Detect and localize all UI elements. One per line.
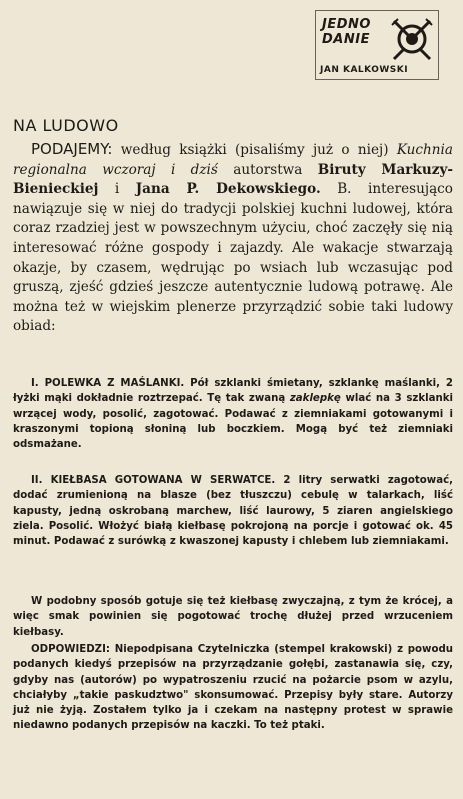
column-author: JAN KALKOWSKI — [320, 65, 409, 75]
intro-text-1: według książki (pisaliśmy już o niej) — [112, 142, 397, 158]
recipe-polewka-text-a: I. POLEWKA Z MAŚLANKI. Pół szklanki śmietany, szklankę maślanki, 2 łyżki mąki dokładnie roztrzepać. Tę tak zwaną — [13, 378, 453, 405]
recipe-note: W podobny sposób gotuje się też kiełbasę zwyczajną, z tym że krócej, a więc smak powinien się pogotować trochę dłużej przed wrzuceniem kiełbasy. — [13, 596, 453, 638]
answers-lead: ODPOWIEDZI: — [31, 644, 110, 655]
book-title: Kuchnia regionalna wczoraj i dziś — [13, 142, 453, 178]
book-author-2: Jana P. Dekowskiego. — [135, 181, 321, 198]
column-name-line1: JEDNO — [322, 17, 371, 32]
intro-text-2: autorstwa — [217, 161, 318, 178]
book-author-1: Biruty Markuzy-Bienieckiej — [13, 161, 453, 198]
column-logo — [315, 10, 439, 80]
recipe-kielbasa: II. KIEŁBASA GOTOWANA W SERWATCE. 2 litry serwatki zagotować, dodać zrumienioną na blasze (bez tłuszczu) cebulę w talarkach, liść kapusty, jedną oskrobaną marchew, liść laurowy, 5 ziaren angielskiego ziela. Posolić. Włożyć białą kiełbasę pokrojoną na porcje i gotować ok. 45 minut. Podawać z surówką z kwaszonej kapusty i chlebem lub ziemniakami. — [13, 475, 453, 548]
intro-lead: PODAJEMY: — [31, 140, 113, 158]
column-name — [322, 17, 371, 47]
intro-text-3: i — [98, 181, 136, 198]
recipe-polewka — [13, 376, 453, 452]
intro-paragraph — [13, 140, 453, 337]
recipe-polewka-text-c: wlać na 3 szklanki wrzącej wody, posolić, zagotować. Podawać z ziemniakami gotowanymi i kraszonymi topioną słoniną lub boczkiem. Mogą być też ziemniaki odsmażane. — [13, 393, 453, 451]
column-name-line2: DANIE — [322, 32, 370, 47]
plate-cutlery-icon — [390, 17, 434, 63]
recipe-polewka-term: zaklepkę — [289, 393, 341, 405]
answers-paragraph — [13, 642, 453, 734]
article-title: NA LUDOWO — [13, 116, 119, 135]
answers-text: Niepodpisana Czytelniczka (stempel krakowski) z powodu podanych kiedyś przepisów na przyrządzanie gołębi, zastanawia się, czy, gdyby nas (autorów) po wypatroszeniu rzucić na pożarcie psom w azylu, chciałyby „takie paskudztwo" skonsumować. Przepisy były stare. Autorzy już nie żyją. Zostałem tylko ja i czekam na następny protest w sprawie niedawno podanych przepisów na kaczki. To też ptaki. — [13, 644, 453, 732]
intro-text-4: B. interesująco nawiązuje się w niej do tradycji polskiej kuchni ludowej, która coraz rzadziej jest w powszechnym użyciu, choć zaczęły się nią interesować różne gospody i zajazdy. Ale wakacje stwarzają okazje, by czasem, wędrując po wsiach lub wczasując pod gruszą, zjeść gdzieś jeszcze autentycznie ludową potrawę. Ale można też w wiejskim plenerze przyrządzić sobie taki ludowy obiad: — [13, 181, 453, 335]
